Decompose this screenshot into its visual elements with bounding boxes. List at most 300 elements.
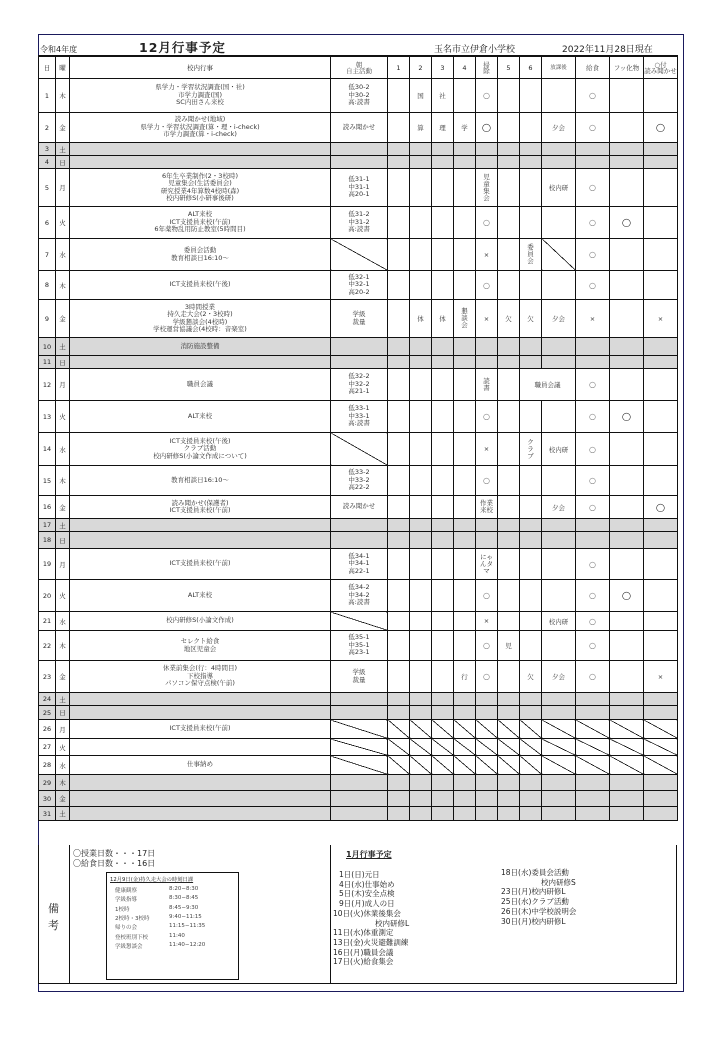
p6-slash xyxy=(520,756,542,775)
circle-mark: ○ xyxy=(483,91,490,100)
day-number: 1 xyxy=(39,79,56,113)
january-event: 16日(月)職員会議 xyxy=(333,947,394,957)
day-number: 6 xyxy=(39,207,56,239)
p1-cell xyxy=(388,113,410,143)
after-school-slash xyxy=(542,791,576,807)
p6-slash xyxy=(520,739,542,756)
p6-cell: 欠 xyxy=(520,300,542,338)
day-row xyxy=(39,549,678,580)
morning-activity-slash xyxy=(331,739,388,756)
january-schedule xyxy=(331,845,678,984)
fluoride-cell xyxy=(610,271,644,300)
col-morning-l1: 朝 xyxy=(355,60,363,69)
cleaning-cell xyxy=(476,169,498,207)
p6-slash xyxy=(520,143,542,156)
p2-cell xyxy=(410,466,432,496)
col-fluoride: フッ化物 xyxy=(610,56,644,79)
p3-cell: 体 xyxy=(432,300,454,338)
title-row xyxy=(39,38,679,55)
cleaning-cell xyxy=(476,113,498,143)
fluoride-cell xyxy=(610,401,644,433)
p3-cell xyxy=(432,661,454,693)
circle-mark: ○ xyxy=(589,591,596,600)
p2-slash xyxy=(410,532,432,549)
p2-cell xyxy=(410,369,432,401)
cleaning-cell xyxy=(476,79,498,113)
school-name: 玉名市立伊倉小学校 xyxy=(434,45,516,55)
reading-cell: × xyxy=(644,661,678,693)
event-item: クラブ活動 xyxy=(183,444,217,453)
event-list xyxy=(70,532,331,549)
after-school-slash xyxy=(542,143,576,156)
day-row xyxy=(39,807,678,821)
morning-activity-line: 中31-1 xyxy=(348,182,370,191)
timetable-item-name: 学級指導 xyxy=(115,897,138,904)
day-number: 4 xyxy=(39,156,56,169)
p2-cell xyxy=(410,401,432,433)
p6-cell xyxy=(520,631,542,661)
fluoride-cell xyxy=(610,207,644,239)
day-number: 15 xyxy=(39,466,56,496)
morning-activity-line: 読み聞かせ xyxy=(342,502,376,511)
p6-slash xyxy=(520,519,542,532)
p2-slash xyxy=(410,143,432,156)
cleaning-slash xyxy=(476,720,498,739)
day-row xyxy=(39,300,678,338)
after-school-cell: 夕会 xyxy=(542,496,576,519)
morning-activity-line: 低31-2 xyxy=(348,210,370,219)
weekday: 月 xyxy=(56,369,70,401)
reading-slash xyxy=(644,807,678,821)
after-school-cell: 校内研 xyxy=(542,433,576,466)
january-event: 4日(水)仕事始め xyxy=(339,879,395,889)
event-list xyxy=(70,239,331,271)
p3-cell: 理 xyxy=(432,113,454,143)
weekday: 火 xyxy=(56,401,70,433)
p6-cell xyxy=(520,496,542,519)
timetable-item-time: 11:15−11:35 xyxy=(169,923,206,930)
event-item: 校内研修S(小論文作成) xyxy=(166,616,234,625)
event-list xyxy=(70,338,331,356)
bold-circle-mark: ◯ xyxy=(656,502,665,512)
morning-activity-line: 高22-1 xyxy=(348,566,370,575)
day-row xyxy=(39,775,678,791)
p5-slash xyxy=(498,756,520,775)
p5-slash xyxy=(498,775,520,791)
p6-cell xyxy=(520,79,542,113)
after-school-slash xyxy=(542,693,576,706)
lunch-cell xyxy=(576,496,610,519)
event-item: 委員会活動 xyxy=(183,246,217,255)
fluoride-slash xyxy=(610,807,644,821)
cleaning-cell xyxy=(476,496,498,519)
day-row xyxy=(39,496,678,519)
event-item: 児童集会(生活委員会) xyxy=(168,179,232,188)
event-item: 読み聞かせ(地域) xyxy=(174,115,226,124)
fluoride-slash xyxy=(610,532,644,549)
p3-cell xyxy=(432,580,454,612)
bold-circle-mark: ◯ xyxy=(656,123,665,132)
after-school-slash xyxy=(542,720,576,739)
event-list xyxy=(70,207,331,239)
p5-cell xyxy=(498,113,520,143)
circle-mark: ○ xyxy=(589,412,596,421)
p1-slash xyxy=(388,739,410,756)
event-list xyxy=(70,271,331,300)
p5-slash xyxy=(498,739,520,756)
event-list xyxy=(70,466,331,496)
p2-cell xyxy=(410,207,432,239)
morning-activity xyxy=(331,79,388,113)
after-school-cell: 夕会 xyxy=(542,113,576,143)
morning-activity xyxy=(331,271,388,300)
cleaning-slash xyxy=(476,532,498,549)
p4-cell xyxy=(454,207,476,239)
event-item: 持久走大会(2・3校時) xyxy=(167,310,233,319)
morning-activity-line: 低35-1 xyxy=(348,633,370,642)
morning-activity-line: 低32-2 xyxy=(348,372,370,381)
circle-mark: ○ xyxy=(589,250,596,259)
timetable-item-time: 11:40 xyxy=(169,932,185,939)
lunch-slash xyxy=(576,775,610,791)
reading-slash xyxy=(644,532,678,549)
p1-slash xyxy=(388,156,410,169)
after-school-slash xyxy=(542,156,576,169)
p1-cell xyxy=(388,612,410,631)
p2-slash xyxy=(410,791,432,807)
event-item: 下校指導 xyxy=(187,671,213,680)
fluoride-cell xyxy=(610,612,644,631)
p2-slash xyxy=(410,756,432,775)
p1-cell xyxy=(388,207,410,239)
p3-cell xyxy=(432,207,454,239)
event-list xyxy=(70,756,331,775)
p3-cell xyxy=(432,369,454,401)
cleaning-slash xyxy=(476,519,498,532)
day-number: 22 xyxy=(39,631,56,661)
cleaning-slash xyxy=(476,143,498,156)
cleaning-slash xyxy=(476,775,498,791)
event-item: 市学力調査(国) xyxy=(177,90,223,99)
bold-circle-mark: ◯ xyxy=(622,412,631,421)
vertical-label: クラブ xyxy=(527,437,534,460)
after-school-cell xyxy=(542,271,576,300)
morning-activity-line: 高22-2 xyxy=(348,483,370,492)
day-row xyxy=(39,338,678,356)
p4-cell xyxy=(454,239,476,271)
p3-slash xyxy=(432,720,454,739)
day-row xyxy=(39,143,678,156)
event-item: 消防施設整備 xyxy=(180,341,220,350)
p5-slash xyxy=(498,693,520,706)
col-cleaning xyxy=(476,56,498,79)
reading-slash xyxy=(644,156,678,169)
p1-slash xyxy=(388,706,410,720)
morning-activity xyxy=(331,549,388,580)
reading-cell xyxy=(644,239,678,271)
event-item: 学校運営協議会(4校時：音楽室) xyxy=(153,324,247,333)
morning-activity xyxy=(331,239,388,271)
event-item: 市学力調査(算・i-check) xyxy=(163,130,237,139)
p3-slash xyxy=(432,532,454,549)
event-item: 県学力・学習状況調査(算・理・i-check) xyxy=(140,122,260,131)
morning-activity-line: 高:読書 xyxy=(348,225,370,234)
event-item: 3時間授業 xyxy=(184,302,216,311)
cleaning-cell xyxy=(476,466,498,496)
fluoride-slash xyxy=(610,156,644,169)
circle-mark: ○ xyxy=(589,218,596,227)
event-item: ALT来校 xyxy=(187,411,213,420)
bold-circle-mark: ◯ xyxy=(482,123,491,132)
morning-activity-line: 低31-1 xyxy=(348,175,370,184)
p4-slash xyxy=(454,156,476,169)
vertical-label: 児童集会 xyxy=(483,172,490,202)
event-item: ALT来校 xyxy=(187,210,213,219)
morning-activity-line: 中33-2 xyxy=(348,475,370,484)
cleaning-cell xyxy=(476,369,498,401)
p3-cell xyxy=(432,466,454,496)
lunch-cell xyxy=(576,466,610,496)
col-period-5: 5 xyxy=(498,56,520,79)
lunch-days: 〇給食日数・・・16日 xyxy=(73,859,156,868)
schedule-body xyxy=(39,79,678,821)
p3-slash xyxy=(432,807,454,821)
event-item: ICT支援員来校(午後) xyxy=(169,280,231,289)
p4-slash xyxy=(454,791,476,807)
p4-slash xyxy=(454,356,476,369)
p5-cell xyxy=(498,496,520,519)
weekday: 水 xyxy=(56,756,70,775)
day-row xyxy=(39,433,678,466)
lunch-slash xyxy=(576,532,610,549)
event-item: 6年生卒業制作(2・3校時) xyxy=(162,171,238,180)
event-item: ALT来校 xyxy=(187,590,213,599)
p2-cell xyxy=(410,496,432,519)
col-cleaning-l1: 掃 xyxy=(483,60,490,69)
fluoride-cell xyxy=(610,549,644,580)
weekday: 水 xyxy=(56,239,70,271)
lunch-cell xyxy=(576,113,610,143)
p1-cell xyxy=(388,631,410,661)
morning-activity xyxy=(331,433,388,466)
after-school-cell xyxy=(542,580,576,612)
p6-cell xyxy=(520,207,542,239)
p1-slash xyxy=(388,143,410,156)
lunch-cell xyxy=(576,549,610,580)
morning-activity-slash xyxy=(331,143,388,156)
fluoride-cell xyxy=(610,113,644,143)
event-item: パソコン保守点検(午前) xyxy=(165,679,235,688)
notes-label-1: 備 xyxy=(48,902,59,915)
p5-cell xyxy=(498,401,520,433)
p5-slash xyxy=(498,706,520,720)
p3-cell xyxy=(432,549,454,580)
timetable-item-name: 健康観察 xyxy=(115,888,138,894)
january-event: 11日(水)体重測定 xyxy=(333,928,394,938)
p3-cell xyxy=(432,612,454,631)
p6-slash xyxy=(520,807,542,821)
event-item: 研究授業4年算数4校時(森) xyxy=(160,186,240,195)
event-list xyxy=(70,720,331,739)
p4-slash xyxy=(454,143,476,156)
weekday: 木 xyxy=(56,79,70,113)
reading-cell xyxy=(644,271,678,300)
fluoride-slash xyxy=(610,519,644,532)
p2-slash xyxy=(410,356,432,369)
p2-cell: 算 xyxy=(410,113,432,143)
p3-cell: 社 xyxy=(432,79,454,113)
p5-cell xyxy=(498,271,520,300)
p2-cell xyxy=(410,433,432,466)
p1-cell xyxy=(388,580,410,612)
weekday: 木 xyxy=(56,631,70,661)
p1-cell xyxy=(388,239,410,271)
morning-activity-line: 読み聞かせ xyxy=(342,122,376,131)
p1-cell xyxy=(388,169,410,207)
p4-cell xyxy=(454,300,476,338)
morning-activity-line: 中32-2 xyxy=(348,379,370,388)
weekday: 月 xyxy=(56,169,70,207)
morning-activity-line: 高:読書 xyxy=(348,98,370,107)
weekday: 土 xyxy=(56,143,70,156)
p2-slash xyxy=(410,156,432,169)
day-number: 12 xyxy=(39,369,56,401)
p6-slash xyxy=(520,338,542,356)
morning-activity-line: 低32-1 xyxy=(348,272,370,281)
p2-slash xyxy=(410,739,432,756)
p3-slash xyxy=(432,693,454,706)
morning-activity xyxy=(331,300,388,338)
reading-slash xyxy=(644,739,678,756)
after-school-slash xyxy=(542,706,576,720)
circle-mark: ○ xyxy=(589,502,596,512)
col-reading xyxy=(644,56,678,79)
event-item: 6年薬物乱用防止教室(5時間目) xyxy=(154,225,246,234)
timetable-item-name: 1校時 xyxy=(115,906,130,913)
january-event: 校内研修L xyxy=(375,918,410,928)
p6-cell xyxy=(520,401,542,433)
cleaning-slash xyxy=(476,693,498,706)
p2-cell xyxy=(410,239,432,271)
weekday: 金 xyxy=(56,300,70,338)
event-item: 校内研修S(小研事後研) xyxy=(166,193,234,202)
event-list xyxy=(70,156,331,169)
p1-slash xyxy=(388,720,410,739)
p4-cell xyxy=(454,169,476,207)
p6-slash xyxy=(520,720,542,739)
header-row xyxy=(39,56,678,79)
fluoride-slash xyxy=(610,720,644,739)
morning-activity-line: 学級 xyxy=(352,310,366,319)
morning-activity-slash xyxy=(331,775,388,791)
col-weekday: 曜 xyxy=(56,56,70,79)
lunch-cell xyxy=(576,433,610,466)
cleaning-slash xyxy=(476,338,498,356)
morning-activity-slash xyxy=(331,807,388,821)
col-period-1: 1 xyxy=(388,56,410,79)
timetable-title: 12月9日(金)持久走大会の時刻日課 xyxy=(110,877,194,883)
p6-cell xyxy=(520,549,542,580)
p1-slash xyxy=(388,693,410,706)
day-row xyxy=(39,739,678,756)
morning-activity-slash xyxy=(331,519,388,532)
timetable-item-name: 帰りの会 xyxy=(115,925,138,932)
fluoride-cell xyxy=(610,580,644,612)
weekday: 金 xyxy=(56,661,70,693)
after-school-cell: 校内研 xyxy=(542,612,576,631)
p4-cell: 行 xyxy=(454,661,476,693)
after-school-slash xyxy=(542,338,576,356)
event-list xyxy=(70,631,331,661)
p5-slash xyxy=(498,143,520,156)
lunch-slash xyxy=(576,356,610,369)
day-number: 26 xyxy=(39,720,56,739)
january-event: 18日(水)委員会活動 xyxy=(501,868,569,877)
cleaning-cell xyxy=(476,207,498,239)
morning-activity-slash xyxy=(331,791,388,807)
day-number: 17 xyxy=(39,519,56,532)
after-school-slash xyxy=(542,356,576,369)
p4-slash xyxy=(454,532,476,549)
p3-cell xyxy=(432,631,454,661)
vertical-label: 懇談会 xyxy=(461,307,468,329)
p1-cell xyxy=(388,466,410,496)
p2-cell: 体 xyxy=(410,300,432,338)
lunch-cell xyxy=(576,239,610,271)
p3-slash xyxy=(432,706,454,720)
circle-mark: ○ xyxy=(483,412,490,421)
morning-activity-line: 低34-2 xyxy=(348,583,370,592)
col-period-6: 6 xyxy=(520,56,542,79)
col-day: 日 xyxy=(39,56,56,79)
circle-mark: ○ xyxy=(483,476,490,485)
p2-slash xyxy=(410,807,432,821)
timetable-item-name: 2校時・3校時 xyxy=(115,915,150,922)
weekday: 火 xyxy=(56,580,70,612)
morning-activity-slash xyxy=(331,532,388,549)
timetable-item-time: 11:40−12:20 xyxy=(169,941,206,948)
day-row xyxy=(39,580,678,612)
after-school-cell: 夕会 xyxy=(542,300,576,338)
p2-slash xyxy=(410,693,432,706)
day-number: 29 xyxy=(39,775,56,791)
weekday: 金 xyxy=(56,791,70,807)
morning-activity-line: 中34-1 xyxy=(348,559,370,568)
day-number: 23 xyxy=(39,661,56,693)
morning-activity xyxy=(331,169,388,207)
col-lunch: 給食 xyxy=(576,56,610,79)
after-school-slash xyxy=(542,532,576,549)
reading-cell xyxy=(644,496,678,519)
morning-activity-line: 低30-2 xyxy=(348,83,370,92)
cleaning-slash xyxy=(476,356,498,369)
vertical-label: にゃんタマ xyxy=(480,552,493,575)
vertical-label: 委員会 xyxy=(527,243,534,265)
circle-mark: ○ xyxy=(589,123,596,132)
morning-activity-line: 高23-1 xyxy=(348,648,370,657)
morning-activity xyxy=(331,631,388,661)
event-item: ICT支援員来校(午前) xyxy=(169,559,231,568)
day-number: 19 xyxy=(39,549,56,580)
schedule-table xyxy=(38,55,678,821)
timetable-box xyxy=(106,872,239,980)
morning-activity-line: 中32-1 xyxy=(348,280,370,289)
p6-cell xyxy=(520,169,542,207)
p4-slash xyxy=(454,706,476,720)
event-list xyxy=(70,580,331,612)
event-item: ICT支援員来校(午前) xyxy=(169,217,231,226)
day-row xyxy=(39,79,678,113)
